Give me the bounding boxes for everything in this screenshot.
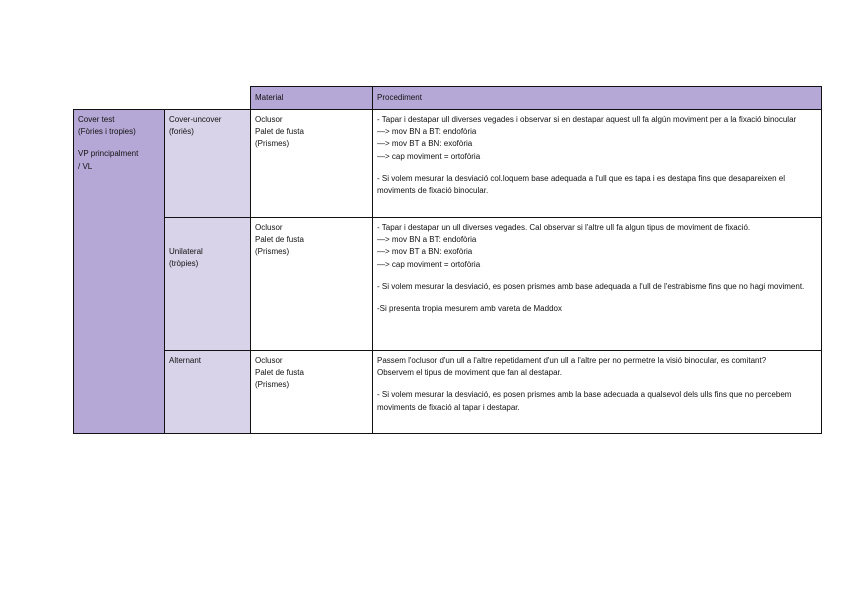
cover-test-cell bbox=[74, 110, 165, 434]
material-cell: Oclusor Palet de fusta (Prismes) bbox=[251, 218, 373, 351]
material-cell: Oclusor Palet de fusta (Prismes) bbox=[251, 110, 373, 218]
cover-test-subtitle: VP principalment / VL bbox=[78, 149, 139, 171]
table-row bbox=[74, 218, 822, 351]
table-row bbox=[74, 351, 822, 434]
cover-test-title: Cover test (Fòries i tropies) bbox=[78, 115, 136, 137]
procediment-cell: - Tapar i destapar un ull diverses vegades. Cal observar si l'altre ull fa algun tipus de moviment de fixació. —> mov BN a BT: endofòria —> mov BT a BN: exofòria —> cap moviment = ortofòria - Si volem mesurar la desviació, es posen prismes amb base adequada a l'ull de l'estrabisme fins que no hagi moviment. -Si presenta tropia mesurem amb vareta de Maddox bbox=[373, 218, 822, 351]
header-row bbox=[74, 87, 822, 110]
procediment-cell: Passem l'oclusor d'un ull a l'altre repetidament d'un ull a l'altre per no permetre la visió binocular, es comitant? Observem el tipus de moviment que fan al destapar. - Si volem mesurar la desviació, es posen prismes amb la base adecuada a qualsevol dels ulls fins que no percebem moviments de fixació al tapar i destapar. bbox=[373, 351, 822, 434]
header-material: Material bbox=[251, 87, 373, 110]
test-type-cell: Cover-uncover (foriès) bbox=[165, 110, 251, 218]
material-cell: Oclusor Palet de fusta (Prismes) bbox=[251, 351, 373, 434]
table-row bbox=[74, 110, 822, 218]
cover-test-table bbox=[73, 86, 822, 434]
header-procediment: Procediment bbox=[373, 87, 822, 110]
procediment-cell: - Tapar i destapar ull diverses vegades i observar si en destapar aquest ull fa algún moviment per a la fixació binocular —> mov BN a BT: endofòria —> mov BT a BN: exofòria —> cap moviment = ortofòria - Si volem mesurar la desviació col.loquem base adequada a l'ull que es tapa i es destapa fins que desapareixen el moviments de fixació binocular. bbox=[373, 110, 822, 218]
test-type-cell: Unilateral (tròpies) bbox=[165, 218, 251, 351]
test-type-cell: Alternant bbox=[165, 351, 251, 434]
